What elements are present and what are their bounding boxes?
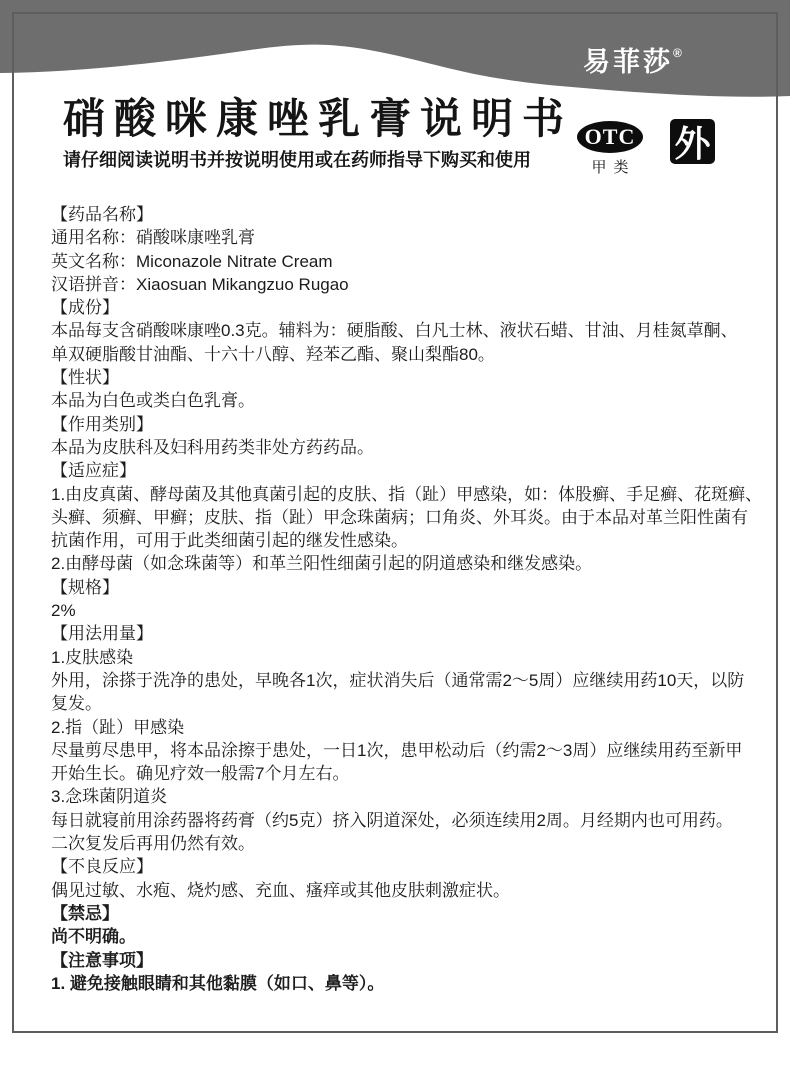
leaflet-line: 2.指（趾）甲感染 xyxy=(51,717,185,737)
leaflet-line: 外用，涂搽于洗净的患处，早晚各1次，症状消失后（通常需2～5周）应继续用药10天，以防 xyxy=(51,670,745,690)
leaflet-line: 每日就寝前用涂药器将药膏（约5克）挤入阴道深处，必须连续用2周。月经期内也可用药。 xyxy=(51,810,733,830)
leaflet-line: 复发。 xyxy=(51,694,102,714)
leaflet-line: 尚不明确。 xyxy=(51,927,136,947)
brand-logo xyxy=(583,40,682,79)
leaflet-line: 【禁忌】 xyxy=(51,903,119,923)
leaflet-line: 1.由皮真菌、酵母菌及其他真菌引起的皮肤、指（趾）甲感染，如：体股癣、手足癣、花斑癣、 xyxy=(51,484,763,504)
leaflet-line: 开始生长。确见疗效一般需7个月左右。 xyxy=(51,764,350,784)
otc-label: OTC xyxy=(584,124,636,149)
leaflet-line: 二次复发后再用仍然有效。 xyxy=(51,834,255,854)
leaflet-line: 2% xyxy=(51,601,76,621)
leaflet-line: 英文名称：Miconazole Nitrate Cream xyxy=(51,251,333,271)
leaflet-line: 3.念珠菌阴道炎 xyxy=(51,787,168,807)
otc-oval-icon xyxy=(577,121,643,153)
leaflet-line: 尽量剪尽患甲，将本品涂擦于患处，一日1次，患甲松动后（约需2～3周）应继续用药至新甲 xyxy=(51,740,743,760)
leaflet-line: 【不良反应】 xyxy=(51,857,153,877)
leaflet-line: 1.皮肤感染 xyxy=(51,647,134,667)
leaflet-subtitle: 请仔细阅读说明书并按说明使用或在药师指导下购买和使用 xyxy=(63,150,531,170)
otc-class-label: 甲类 xyxy=(591,159,636,176)
leaflet-line: 汉语拼音：Xiaosuan Mikangzuo Rugao xyxy=(51,274,349,294)
otc-badge xyxy=(577,121,643,177)
leaflet-line: 2.由酵母菌（如念珠菌等）和革兰阳性细菌引起的阴道感染和继发感染。 xyxy=(51,554,593,574)
leaflet-line: 【适应症】 xyxy=(51,461,136,481)
leaflet-line: 【作用类别】 xyxy=(51,414,153,434)
leaflet-line: 本品为皮肤科及妇科用药类非处方药药品。 xyxy=(51,437,374,457)
leaflet-line: 头癣、须癣、甲癣；皮肤、指（趾）甲念珠菌病；口角炎、外耳炎。由于本品对革兰阳性菌有 xyxy=(51,507,748,527)
leaflet-line: 【成份】 xyxy=(51,298,119,318)
leaflet-line: 【注意事项】 xyxy=(51,950,153,970)
brand-name: 易菲莎 xyxy=(583,47,673,77)
leaflet-body xyxy=(51,203,763,995)
leaflet-line: 抗菌作用，可用于此类细菌引起的继发性感染。 xyxy=(51,531,408,551)
leaflet-title: 硝酸咪康唑乳膏说明书 xyxy=(63,95,574,142)
leaflet-line: 通用名称：硝酸咪康唑乳膏 xyxy=(51,228,255,248)
leaflet-line: 【药品名称】 xyxy=(51,205,153,224)
title-block xyxy=(63,96,573,172)
external-use-label: 外 xyxy=(674,123,711,164)
leaflet-line: 单双硬脂酸甘油酯、十六十八醇、羟苯乙酯、聚山梨酯80。 xyxy=(51,344,495,364)
leaflet-line: 【规格】 xyxy=(51,577,119,597)
leaflet-line: 【用法用量】 xyxy=(51,624,153,644)
leaflet-line: 偶见过敏、水疱、烧灼感、充血、瘙痒或其他皮肤刺激症状。 xyxy=(51,880,510,900)
external-use-badge xyxy=(670,119,715,164)
registered-trademark-symbol: ® xyxy=(673,46,682,60)
leaflet-line: 【性状】 xyxy=(51,368,119,388)
leaflet-line: 1. 避免接触眼睛和其他黏膜（如口、鼻等）。 xyxy=(51,973,385,993)
leaflet-line: 本品为白色或类白色乳膏。 xyxy=(51,391,255,411)
leaflet-line: 本品每支含硝酸咪康唑0.3克。辅料为：硬脂酸、白凡士林、液状石蜡、甘油、月桂氮䓬酮、 xyxy=(51,321,738,341)
